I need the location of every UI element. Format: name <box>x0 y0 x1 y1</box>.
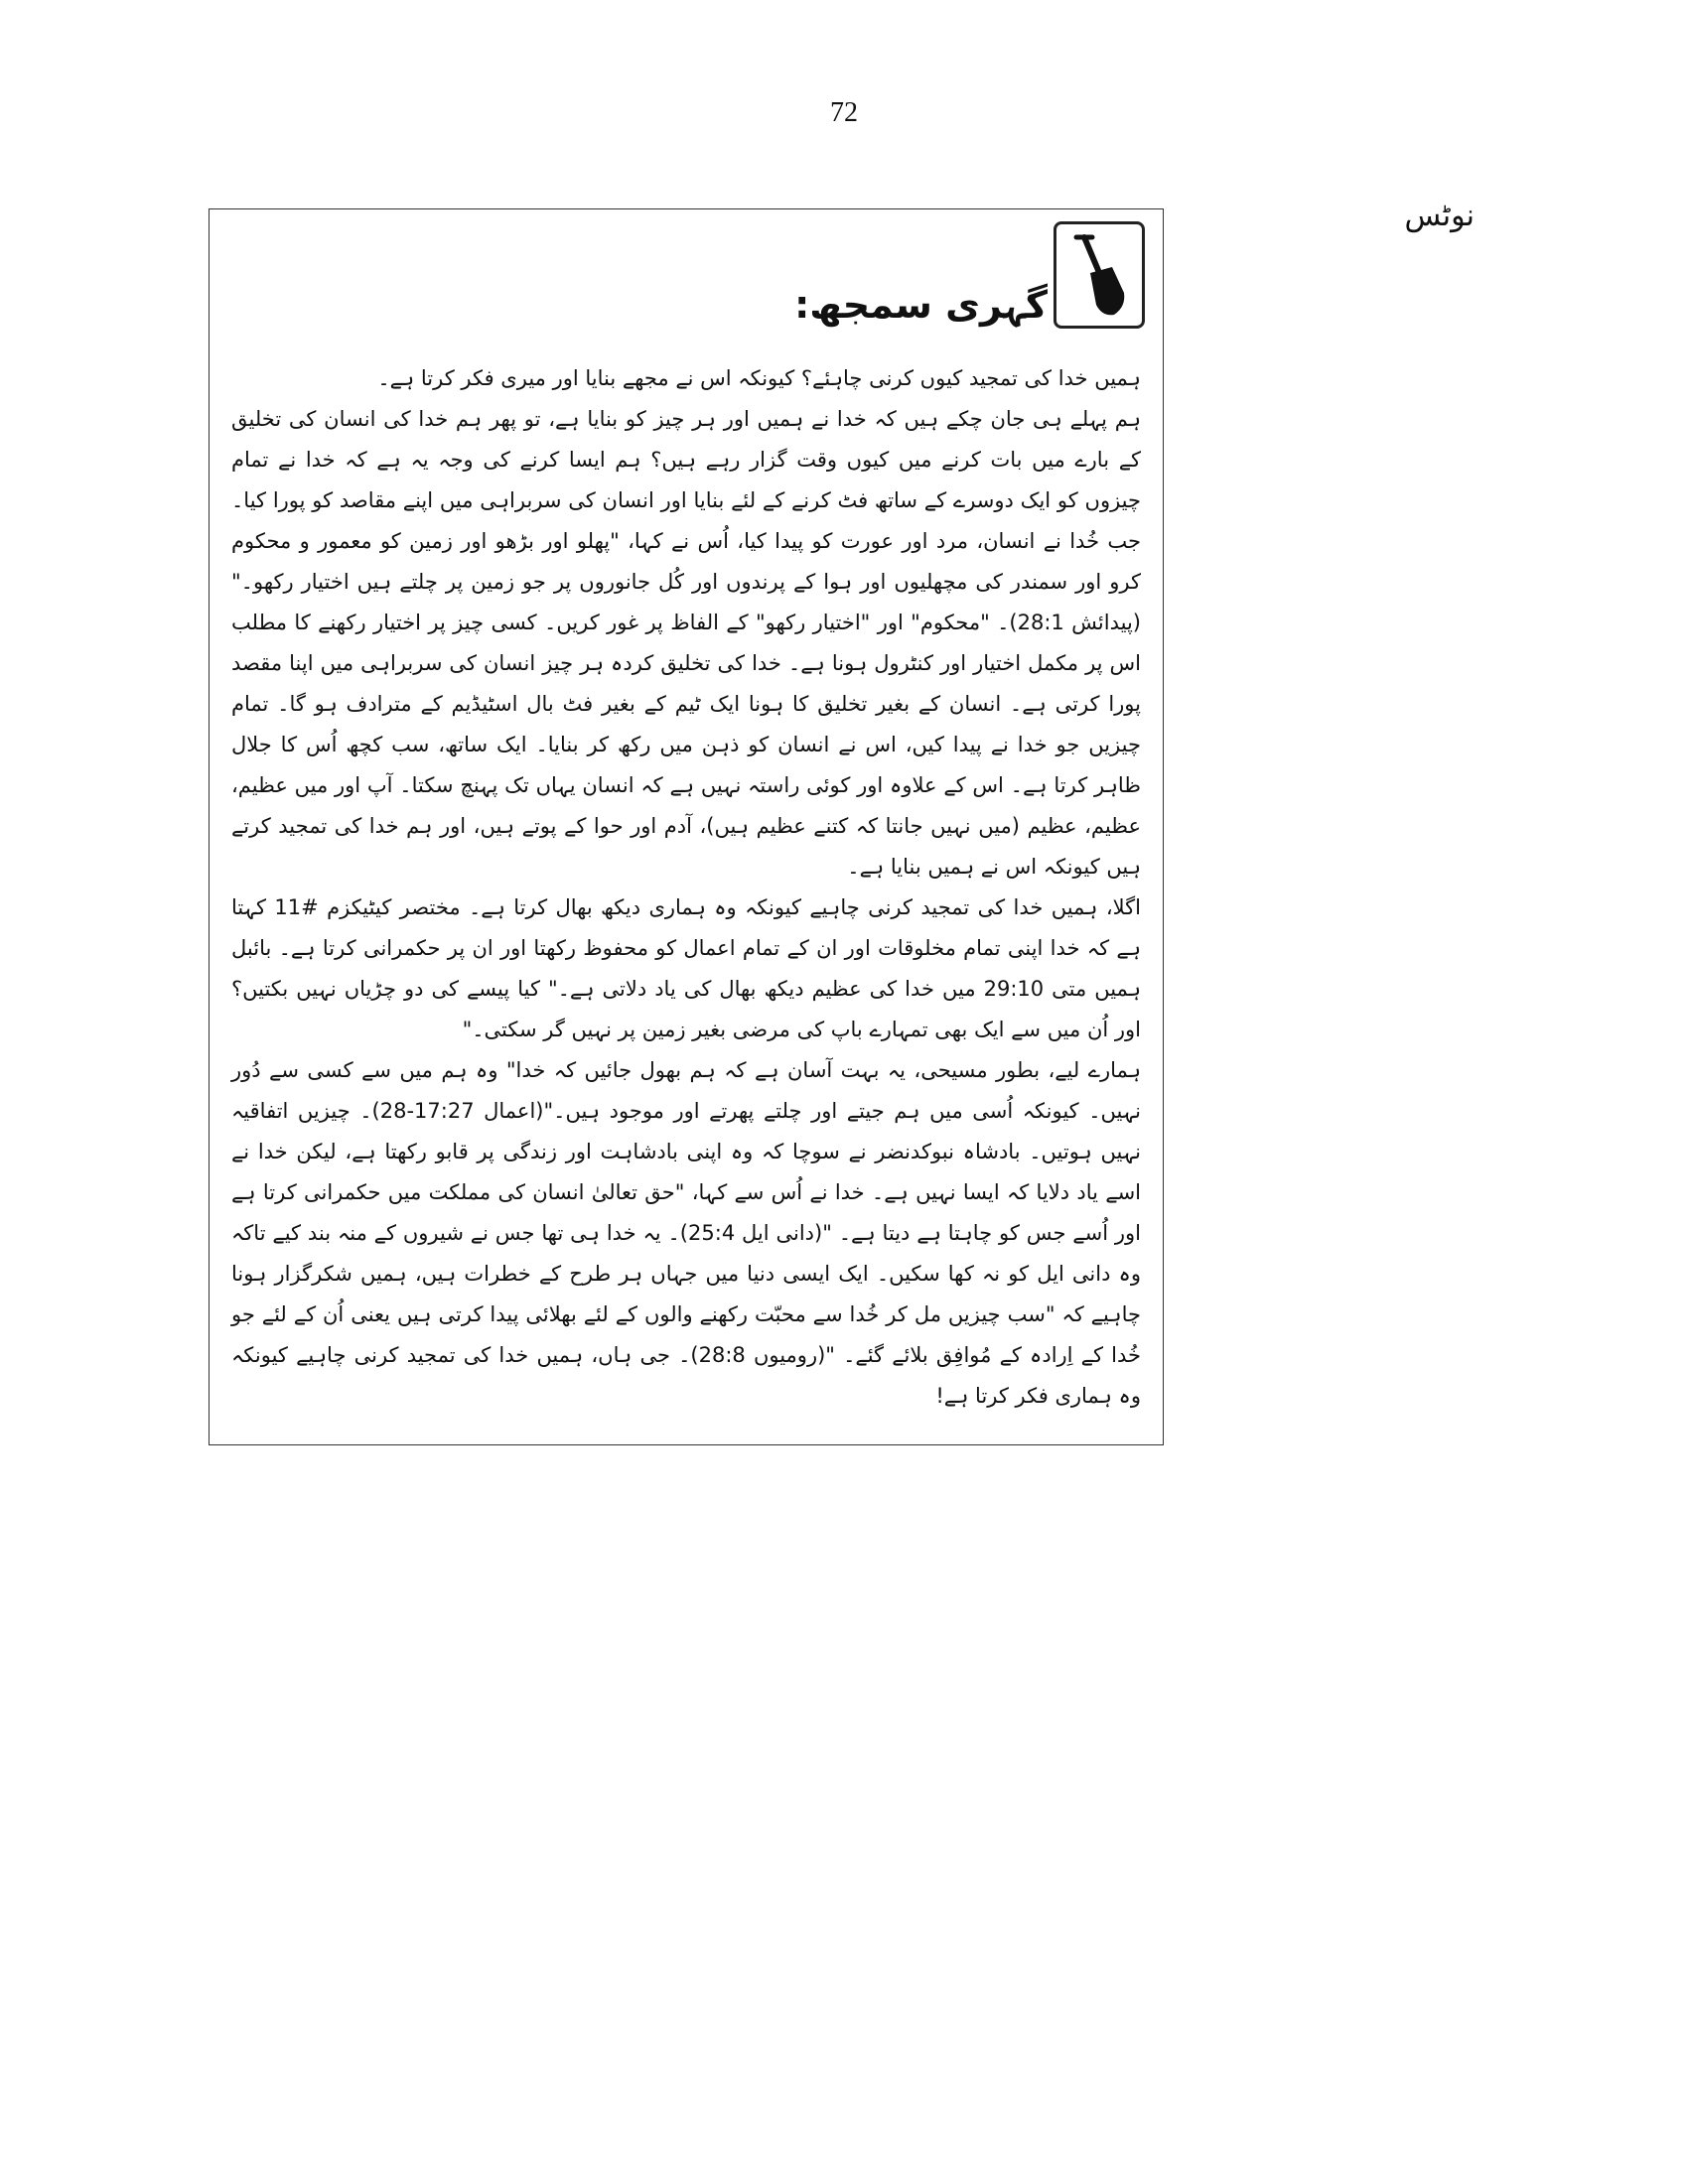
page-number: 72 <box>830 97 858 128</box>
section-header <box>794 221 1145 329</box>
shovel-icon <box>1054 221 1145 329</box>
paragraph-1: ہمیں خدا کی تمجید کیوں کرنی چاہئے؟ کیونکہ اس نے مجھے بنایا اور میری فکر کرتا ہے۔ <box>377 366 1141 390</box>
paragraph-2: ہم پہلے ہی جان چکے ہیں کہ خدا نے ہمیں اور ہر چیز کو بنایا ہے، تو پھر ہم خدا کی انسان کی تخلیق کے بارے میں بات کرنے میں کیوں وقت گزار رہے ہیں؟ ہم ایسا کرنے کی وجہ یہ ہے کہ خدا نے تمام چیزوں کو ایک دوسرے کے ساتھ فٹ کرنے کے لئے بنایا اور انسان کی سربراہی میں اپنے مقاصد کو پورا کیا۔ جب خُدا نے انسان، مرد اور عورت کو پیدا کیا، اُس نے کہا، "پھلو اور بڑھو اور زمین کو معمور و محکوم کرو اور سمندر کی مچھلیوں اور ہوا کے پرندوں اور کُل جانوروں پر جو زمین پر چلتے ہیں اختیار رکھو۔" (پیدائش 28:1)۔ "محکوم" اور "اختیار رکھو" کے الفاظ پر غور کریں۔ کسی چیز پر اختیار رکھنے کا مطلب اس پر مکمل اختیار اور کنٹرول ہونا ہے۔ خدا کی تخلیق کردہ ہر چیز انسان کی سربراہی میں اپنا مقصد پورا کرتی ہے۔ انسان کے بغیر تخلیق کا ہونا ایک ٹیم کے بغیر فٹ بال اسٹیڈیم کے مترادف ہو گا۔ تمام چیزیں جو خدا نے پیدا کیں، اس نے انسان کو ذہن میں رکھ کر بنایا۔ ایک ساتھ، سب کچھ اُس کا جلال ظاہر کرتا ہے۔ اس کے علاوہ اور کوئی راستہ نہیں ہے کہ انسان یہاں تک پہنچ سکتا۔ آپ اور میں عظیم، عظیم، عظیم (میں نہیں جانتا کہ کتنے عظیم ہیں)، آدم اور حوا کے پوتے ہیں، اور ہم خدا کی تمجید کرتے ہیں کیونکہ اس نے ہمیں بنایا ہے۔ <box>231 407 1141 879</box>
notes-label: نوٹس <box>1404 199 1475 233</box>
paragraph-3: اگلا، ہمیں خدا کی تمجید کرنی چاہیے کیونکہ وہ ہماری دیکھ بھال کرتا ہے۔ مختصر کیٹیکزم #11 کہتا ہے کہ خدا اپنی تمام مخلوقات اور ان کے تمام اعمال کو محفوظ رکھتا اور ان پر حکمرانی کرتا ہے۔ بائبل ہمیں متی 29:10 میں خدا کی عظیم دیکھ بھال کی یاد دلاتی ہے۔" کیا پیسے کی دو چڑیاں نہیں بکتیں؟ اور اُن میں سے ایک بھی تمہارے باپ کی مرضی بغیر زمین پر نہیں گر سکتی۔" <box>231 895 1141 1041</box>
deeper-understanding-box <box>209 208 1164 1445</box>
paragraph-4: ہمارے لیے، بطور مسیحی، یہ بہت آسان ہے کہ ہم بھول جائیں کہ خدا" وہ ہم میں سے کسی سے دُور نہیں۔ کیونکہ اُسی میں ہم جیتے اور چلتے پھرتے اور موجود ہیں۔"(اعمال 17:27-28)۔ چیزیں اتفاقیہ نہیں ہوتیں۔ بادشاہ نبوکدنضر نے سوچا کہ وہ اپنی بادشاہت اور زندگی پر قابو رکھتا ہے، لیکن خدا نے اسے یاد دلایا کہ ایسا نہیں ہے۔ خدا نے اُس سے کہا، "حق تعالیٰ انسان کی مملکت میں حکمرانی کرتا ہے اور اُسے جس کو چاہتا ہے دیتا ہے۔ "(دانی ایل 25:4)۔ یہ خدا ہی تھا جس نے شیروں کے منہ بند کیے تاکہ وہ دانی ایل کو نہ کھا سکیں۔ ایک ایسی دنیا میں جہاں ہر طرح کے خطرات ہیں، ہمیں شکرگزار ہونا چاہیے کہ "سب چیزیں مل کر خُدا سے محبّت رکھنے والوں کے لئے بھلائی پیدا کرتی ہیں یعنی اُن کے لئے جو خُدا کے اِرادہ کے مُوافِق بلائے گئے۔ "(رومیوں 28:8)۔ جی ہاں، ہمیں خدا کی تمجید کرنی چاہیے کیونکہ وہ ہماری فکر کرتا ہے! <box>231 1058 1141 1408</box>
body-text <box>231 358 1141 1417</box>
section-heading: گہری سمجھ: <box>794 283 1048 327</box>
